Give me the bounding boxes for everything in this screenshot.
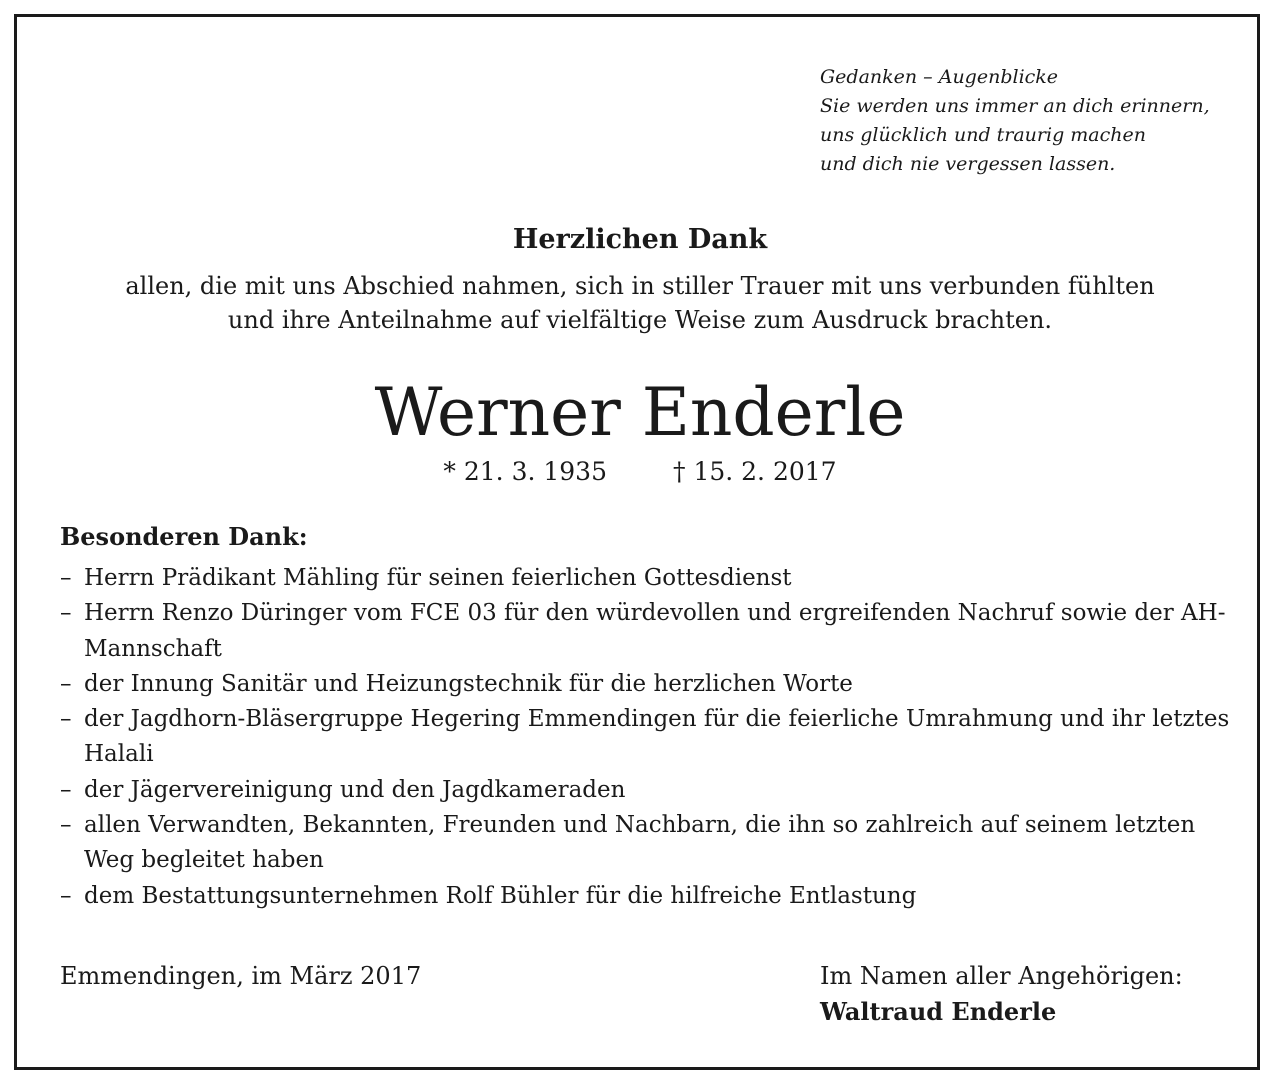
life-dates (0, 455, 1280, 489)
birth-date: * 21. 3. 1935 (443, 457, 607, 486)
list-item: – dem Bestattungsunternehmen Rolf Bühler für die hilfreiche Entlastung (60, 879, 1240, 914)
list-item: – der Jagdhorn-Bläsergruppe Hegering Emmendingen für die feierliche Umrahmung und ihr letztes Halali (60, 702, 1240, 773)
list-item: – der Innung Sanitär und Heizungstechnik für die herzlichen Worte (60, 667, 1240, 702)
list-item: – Herrn Renzo Düringer vom FCE 03 für den würdevollen und ergreifenden Nachruf sowie der AH-Mannschaft (60, 596, 1240, 667)
deceased-name: Werner Enderle (374, 374, 906, 451)
on-behalf-line: Im Namen aller Angehörigen: (820, 962, 1183, 990)
death-date: † 15. 2. 2017 (673, 457, 837, 486)
poem-line: Sie werden uns immer an dich erinnern, (820, 95, 1210, 117)
signature-block (820, 958, 1183, 1030)
special-thanks-list (60, 561, 1240, 914)
special-thanks-heading: Besonderen Dank: (60, 522, 308, 551)
thanks-line: allen, die mit uns Abschied nahmen, sich in stiller Trauer mit uns verbunden fühlten (125, 272, 1155, 300)
poem-line: Gedanken – Augenblicke (820, 66, 1059, 88)
memorial-poem (820, 63, 1250, 179)
list-item: – Herrn Prädikant Mähling für seinen feierlichen Gottesdienst (60, 561, 1240, 596)
list-item: – allen Verwandten, Bekannten, Freunden und Nachbarn, die ihn so zahlreich auf seinem letzten Weg begleitet haben (60, 808, 1240, 879)
poem-line: und dich nie vergessen lassen. (820, 153, 1116, 175)
place-date: Emmendingen, im März 2017 (60, 962, 422, 990)
thanks-heading: Herzlichen Dank (512, 224, 768, 255)
list-item: – der Jägervereinigung und den Jagdkameraden (60, 773, 1240, 808)
poem-line: uns glücklich und traurig machen (820, 124, 1146, 146)
thanks-text (0, 269, 1280, 337)
signer-name: Waltraud Enderle (820, 997, 1057, 1026)
thanks-line: und ihre Anteilnahme auf vielfältige Weise zum Ausdruck brachten. (227, 306, 1053, 334)
